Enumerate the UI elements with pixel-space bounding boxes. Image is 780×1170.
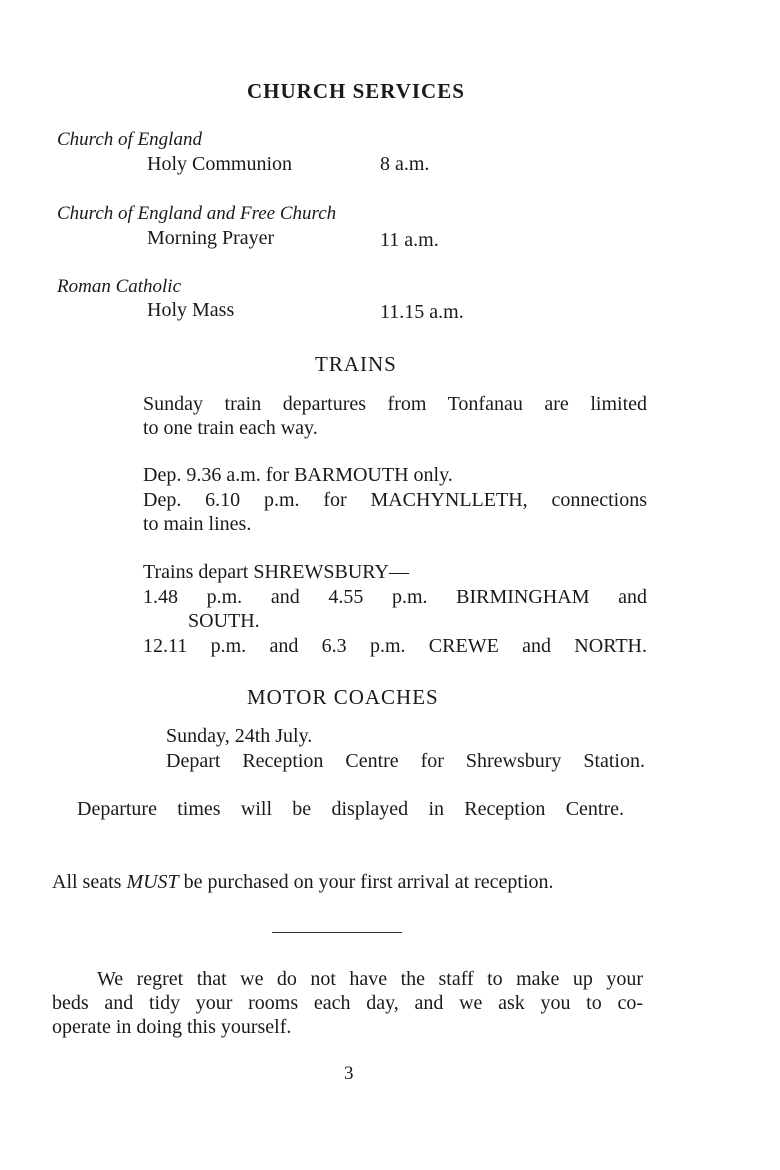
denomination-cofe-free-church: Church of England and Free Church [57,203,337,224]
seats-notice [52,870,554,894]
note-line-1: We regret that we do not have the staff to make up your [97,968,643,990]
time-holy-mass: 11.15 a.m. [380,301,464,323]
seats-notice-text-after: be purchased on your first arrival at reception. [178,871,554,893]
coaches-date: Sunday, 24th July. [166,725,313,747]
departure-machynlleth-cont: to main lines. [143,513,252,535]
page-number: 3 [344,1063,354,1084]
denomination-roman-catholic: Roman Catholic [57,276,182,297]
time-morning-prayer: 11 a.m. [380,229,439,251]
service-morning-prayer: Morning Prayer [147,227,275,249]
trains-intro-line-2: to one train each way. [143,417,318,439]
denomination-church-of-england: Church of England [57,129,202,150]
trains-heading: TRAINS [315,352,397,376]
shrewsbury-heading: Trains depart SHREWSBURY— [143,561,409,583]
coaches-times: Departure times will be displayed in Reception Centre. [77,798,624,820]
motor-coaches-heading: MOTOR COACHES [247,685,439,709]
note-line-2: beds and tidy your rooms each day, and we ask you to co- [52,992,643,1014]
note-line-3: operate in doing this yourself. [52,1016,292,1038]
seats-notice-text-before: All seats [52,871,127,893]
departure-machynlleth: Dep. 6.10 p.m. for MACHYNLLETH, connections [143,489,647,511]
service-holy-mass: Holy Mass [147,299,235,321]
time-holy-communion: 8 a.m. [380,153,430,175]
church-services-heading: CHURCH SERVICES [247,79,465,103]
service-holy-communion: Holy Communion [147,153,293,175]
trains-intro-line-1: Sunday train departures from Tonfanau are limited [143,393,647,415]
coaches-depart: Depart Reception Centre for Shrewsbury Station. [166,750,645,772]
shrewsbury-crewe: 12.11 p.m. and 6.3 p.m. CREWE and NORTH. [143,635,647,657]
departure-barmouth: Dep. 9.36 a.m. for BARMOUTH only. [143,464,453,486]
shrewsbury-birmingham-cont: SOUTH. [188,610,260,632]
divider-rule [272,932,402,933]
shrewsbury-birmingham: 1.48 p.m. and 4.55 p.m. BIRMINGHAM and [143,586,647,608]
seats-notice-emphasis: MUST [126,871,179,893]
